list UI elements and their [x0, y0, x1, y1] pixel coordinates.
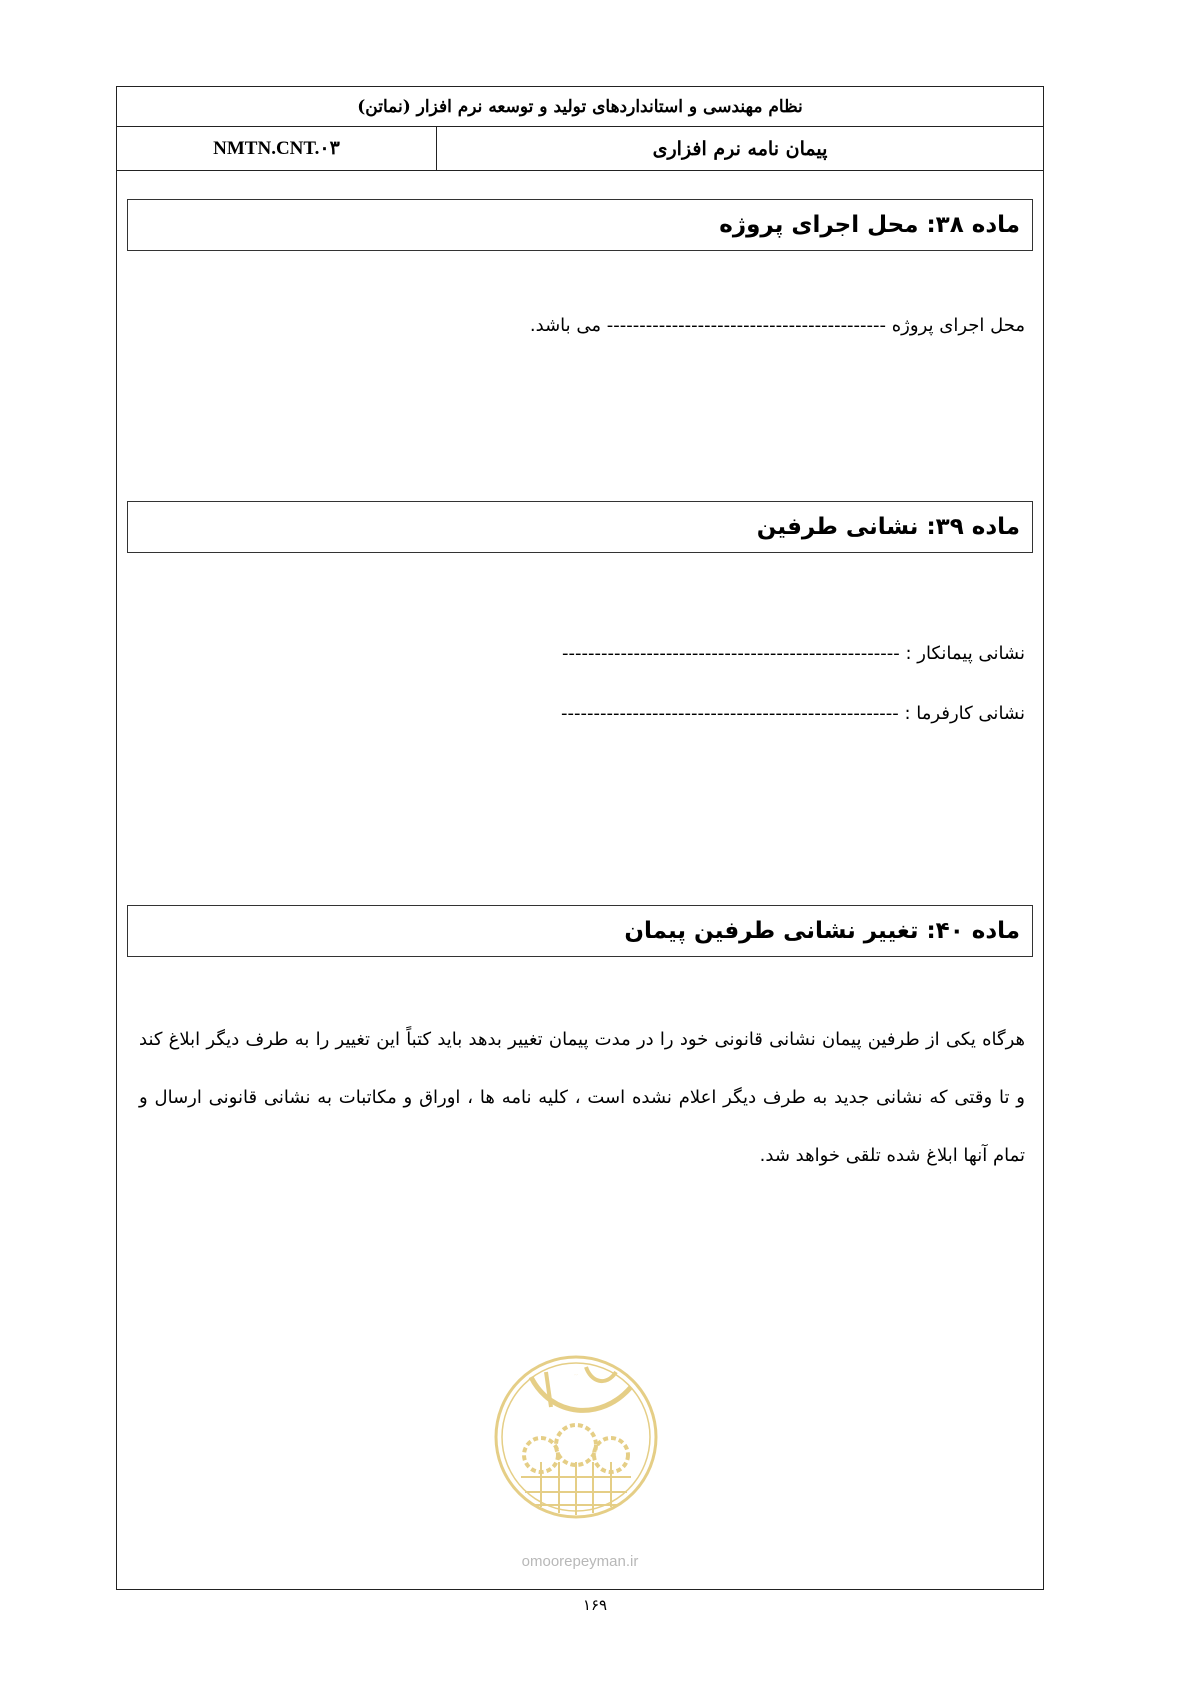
employer-address-line: نشانی کارفرما : ---------------------------------------------------- — [561, 703, 1025, 724]
system-title: نظام مهندسی و استانداردهای تولید و توسعه نرم افزار (نماتن) — [117, 87, 1043, 127]
seal-logo-text: امورپیمان — [573, 1375, 579, 1376]
section-heading-39: ماده ۳۹: نشانی طرفین — [127, 501, 1033, 553]
omoorepeyman-seal-watermark — [491, 1327, 661, 1547]
document-code: NMTN.CNT.۰۳ — [117, 127, 437, 170]
section-heading-40: ماده ۴۰: تغییر نشانی طرفین پیمان — [127, 905, 1033, 957]
contractor-address-line: نشانی پیمانکار : ---------------------------------------------------- — [562, 643, 1025, 664]
project-location-line: محل اجرای پروژه ------------------------------------------- می باشد. — [529, 315, 1025, 336]
section-heading-38: ماده ۳۸: محل اجرای پروژه — [127, 199, 1033, 251]
watermark-url: omoorepeyman.ir — [521, 1553, 639, 1570]
document-title: پیمان نامه نرم افزاری — [652, 137, 828, 160]
header-doc-row — [117, 127, 1043, 171]
page-frame — [116, 86, 1044, 1590]
page-number: ۱۶۹ — [582, 1596, 608, 1614]
address-change-paragraph: هرگاه یکی از طرفین پیمان نشانی قانونی خود را در مدت پیمان تغییر بدهد باید کتباً این تغییر را به طرف دیگر ابلاغ کند و تا وقتی که نشانی جدید به طرف دیگر اعلام نشده است ، کلیه نامه ها ، اوراق و مکاتبات به نشانی قانونی ارسال و تمام آنها ابلاغ شده تلقی خواهد شد. — [139, 1029, 1025, 1166]
